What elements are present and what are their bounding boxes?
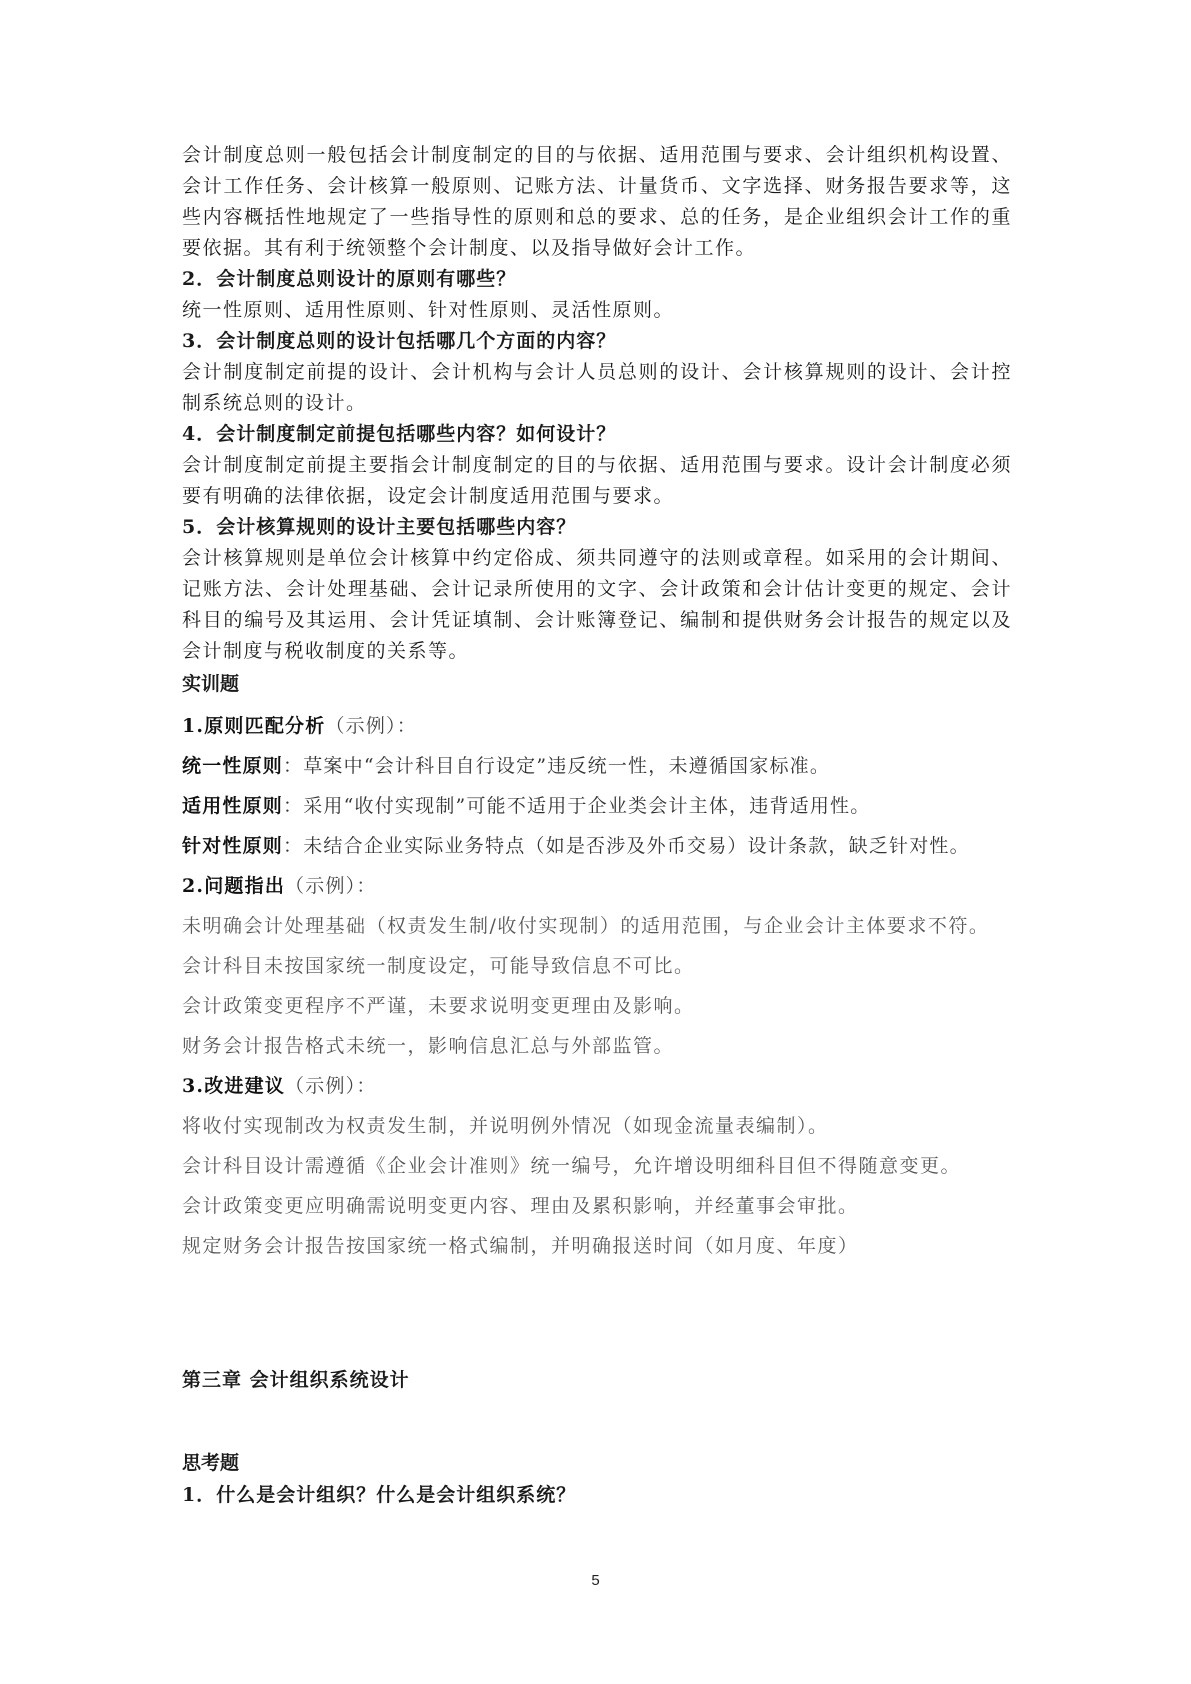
part3-heading [182, 1066, 1012, 1106]
answer-5: 会计核算规则是单位会计核算中约定俗成、须共同遵守的法则或章程。如采用的会计期间、记账方法、会计处理基础、会计记录所使用的文字、会计政策和会计估计变更的规定、会计科目的编号及其运用、会计凭证填制、会计账簿登记、编制和提供财务会计报告的规定以及会计制度与税收制度的关系等。 [182, 547, 1012, 662]
principle-name: 适用性原则 [182, 795, 284, 817]
principle-name: 统一性原则 [182, 755, 284, 777]
suggestion-item: 将收付实现制改为权责发生制，并说明例外情况（如现金流量表编制）。 [182, 1115, 829, 1137]
think-heading: 思考题 [182, 1452, 240, 1474]
part2-note: （示例）： [285, 875, 377, 897]
principle-item [182, 786, 1012, 826]
problem-item: 会计政策变更程序不严谨，未要求说明变更理由及影响。 [182, 995, 695, 1017]
part3-title: 3.改进建议 [182, 1075, 286, 1097]
problem-item: 会计科目未按国家统一制度设定，可能导致信息不可比。 [182, 955, 695, 977]
intro-paragraph: 会计制度总则一般包括会计制度制定的目的与依据、适用范围与要求、会计组织机构设置、会计工作任务、会计核算一般原则、记账方法、计量货币、文字选择、财务报告要求等，这些内容概括性地规定了一些指导性的原则和总的要求、总的任务，是企业组织会计工作的重要依据。其有利于统领整个会计制度、以及指导做好会计工作。 [182, 144, 1012, 259]
principle-text: ：草案中“会计科目自行设定”违反统一性，未遵循国家标准。 [283, 755, 831, 777]
principle-text: ：未结合企业实际业务特点（如是否涉及外币交易）设计条款，缺乏针对性。 [283, 835, 970, 857]
part2-title: 2.问题指出 [182, 875, 286, 897]
principle-name: 针对性原则 [182, 835, 284, 857]
problem-item: 未明确会计处理基础（权责发生制/收付实现制）的适用范围，与企业会计主体要求不符。 [182, 915, 990, 937]
problem-item: 财务会计报告格式未统一，影响信息汇总与外部监管。 [182, 1035, 675, 1057]
principle-item [182, 826, 1012, 866]
part1-heading [182, 706, 1012, 746]
page-number: 5 [591, 1572, 600, 1589]
question-1-chapter3: 1．什么是会计组织？什么是会计组织系统？ [182, 1484, 577, 1506]
suggestion-item: 会计政策变更应明确需说明变更内容、理由及累积影响，并经董事会审批。 [182, 1195, 859, 1217]
part3-note: （示例）： [285, 1075, 377, 1097]
suggestion-item: 会计科目设计需遵循《企业会计准则》统一编号，允许增设明细科目但不得随意变更。 [182, 1155, 962, 1177]
principle-item [182, 746, 1012, 786]
question-5: 5．会计核算规则的设计主要包括哪些内容？ [182, 516, 577, 538]
part1-title: 1.原则匹配分析 [182, 715, 326, 737]
document-body [182, 140, 1012, 1266]
answer-3: 会计制度制定前提的设计、会计机构与会计人员总则的设计、会计核算规则的设计、会计控制系统总则的设计。 [182, 361, 1012, 414]
training-heading: 实训题 [182, 673, 240, 695]
question-2: 2．会计制度总则设计的原则有哪些？ [182, 268, 517, 290]
part1-note: （示例）： [325, 715, 417, 737]
answer-4: 会计制度制定前提主要指会计制度制定的目的与依据、适用范围与要求。设计会计制度必须要有明确的法律依据，设定会计制度适用范围与要求。 [182, 454, 1012, 507]
part2-heading [182, 866, 1012, 906]
answer-2: 统一性原则、适用性原则、针对性原则、灵活性原则。 [182, 299, 675, 321]
question-4: 4．会计制度制定前提包括哪些内容？如何设计？ [182, 423, 617, 445]
question-3: 3．会计制度总则的设计包括哪几个方面的内容？ [182, 330, 617, 352]
chapter-title: 第三章 会计组织系统设计 [182, 1369, 410, 1391]
suggestion-item: 规定财务会计报告按国家统一格式编制，并明确报送时间（如月度、年度） [182, 1235, 859, 1257]
principle-text: ：采用“收付实现制”可能不适用于企业类会计主体，违背适用性。 [283, 795, 871, 817]
